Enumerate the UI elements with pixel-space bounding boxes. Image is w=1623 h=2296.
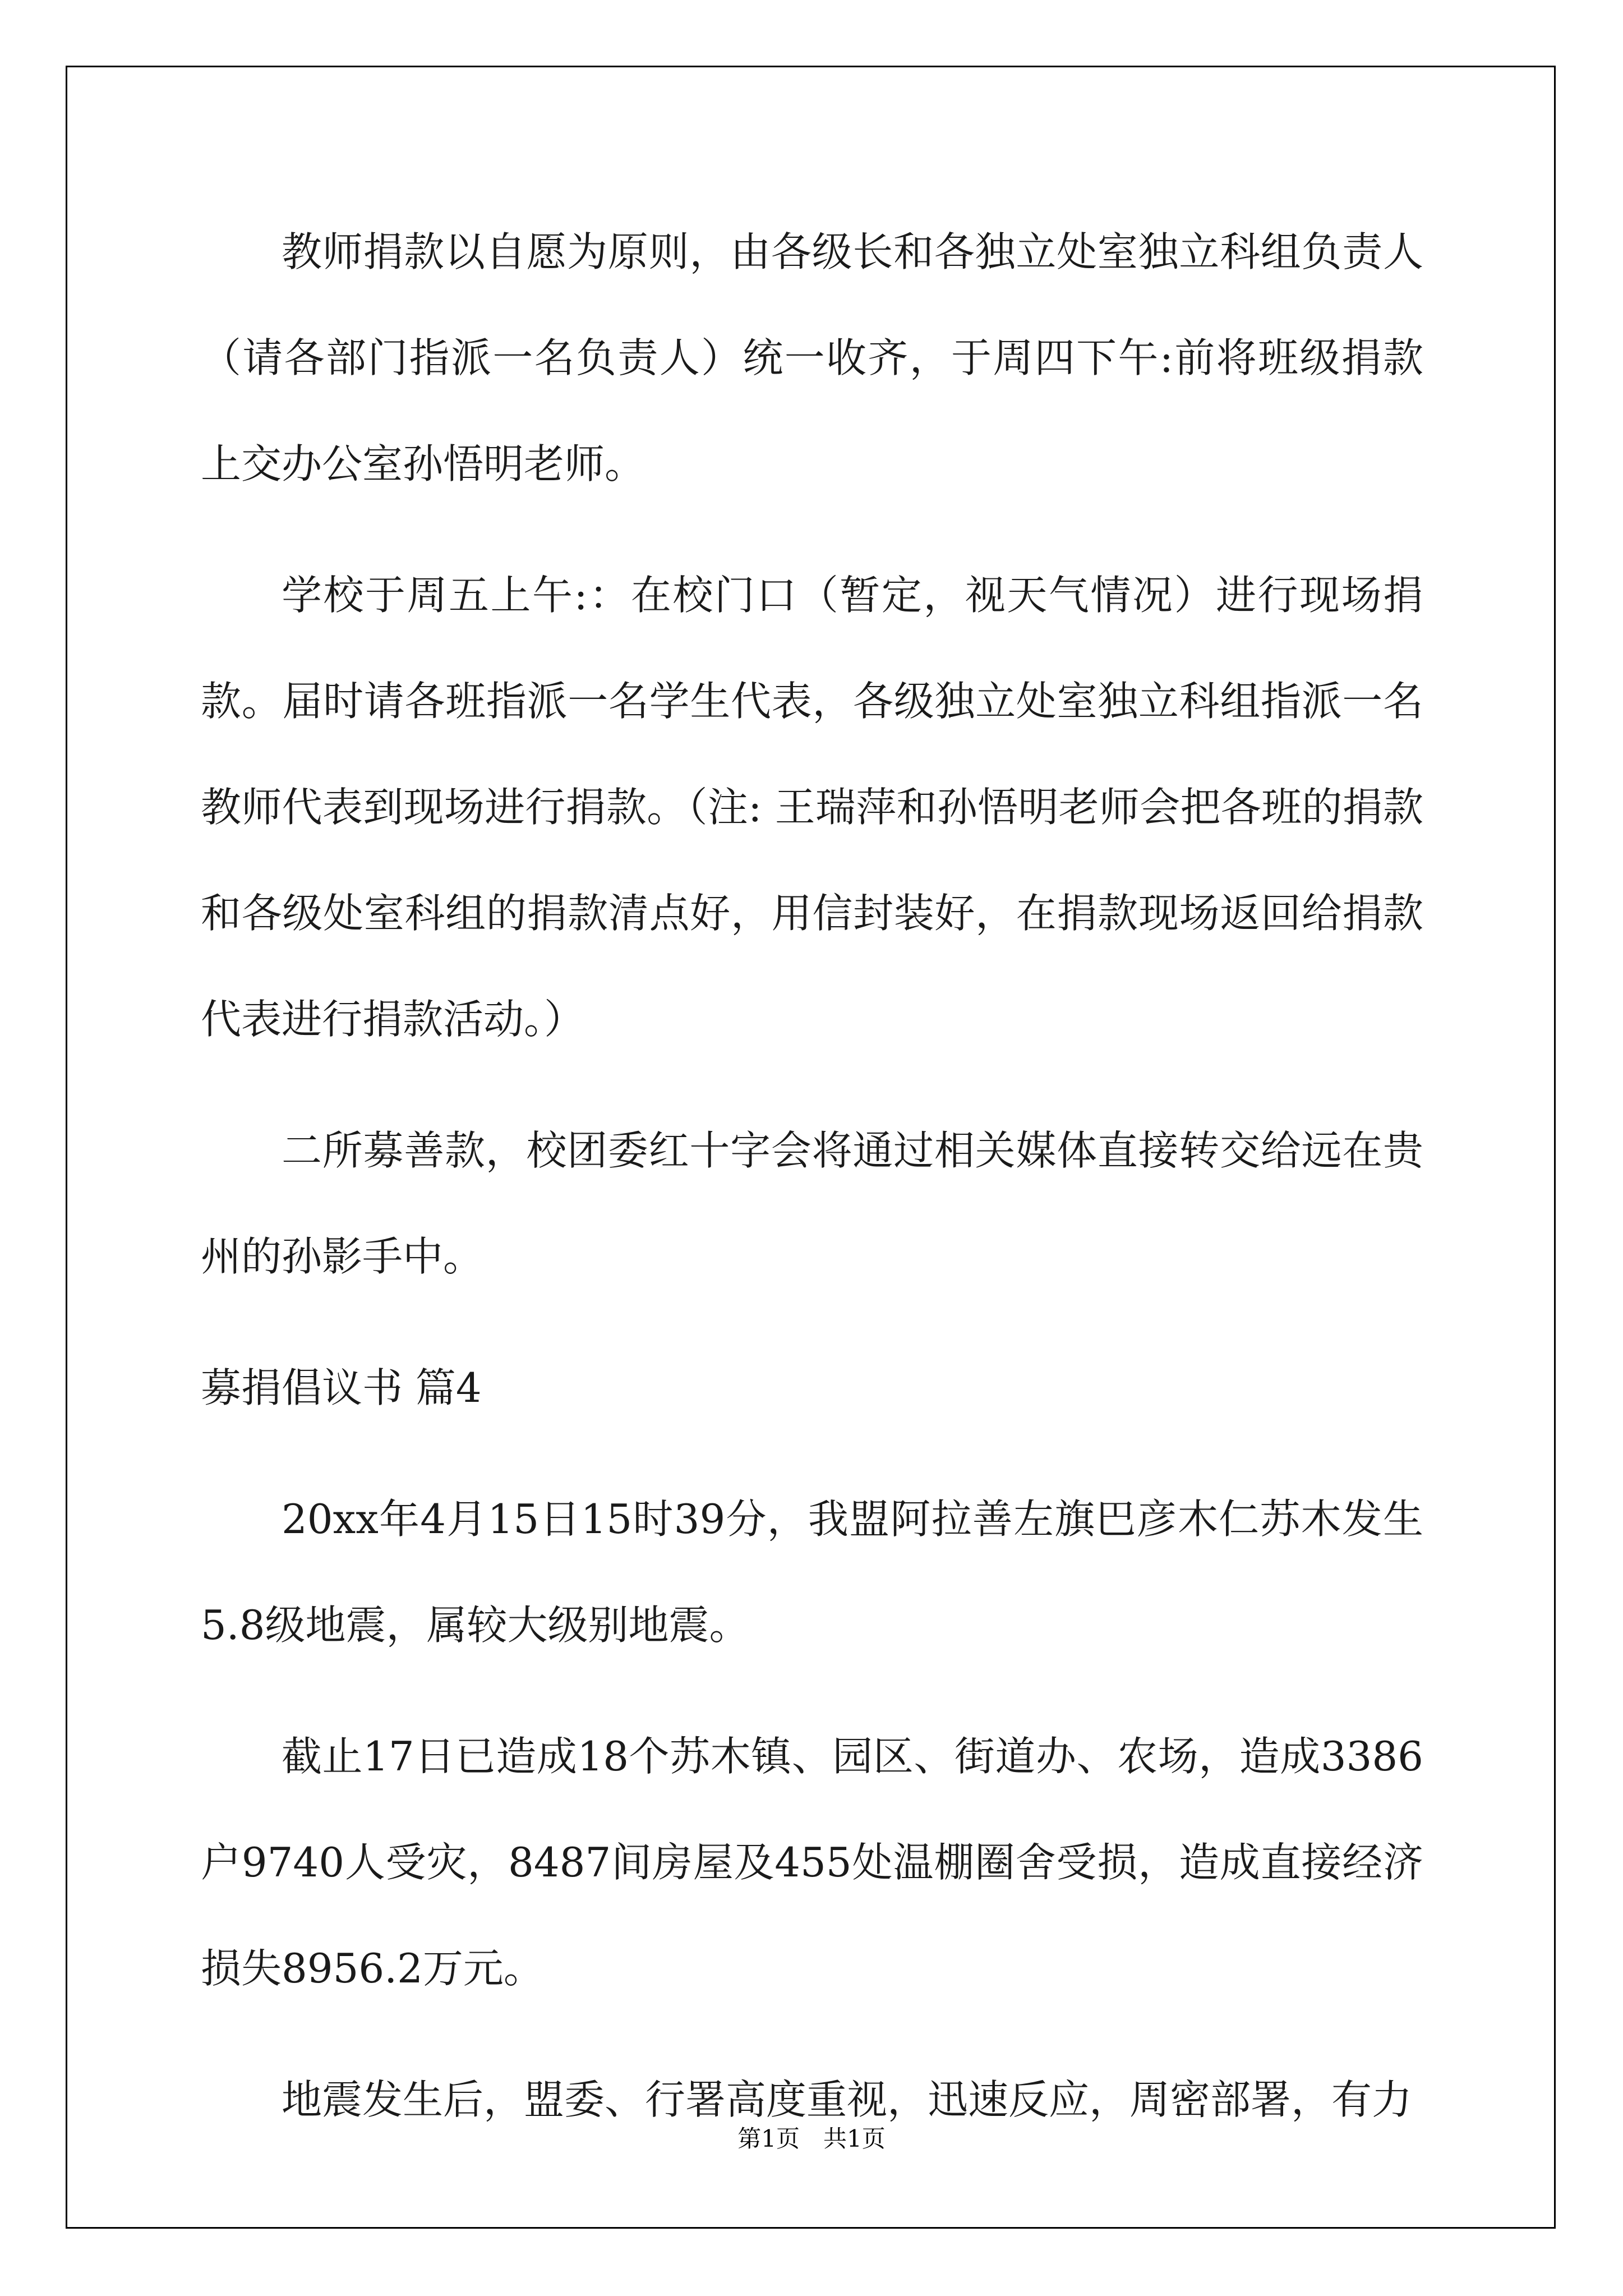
paragraph-teacher-donation: 教师捐款以自愿为原则，由各级长和各独立处室独立科组负责人（请各部门指派一名负责人）统一收齐，于周四下午:前将班级捐款上交办公室孙悟明老师。 [201, 228, 1423, 487]
paragraph-earthquake: 20xx年4月15日15时39分，我盟阿拉善左旗巴彦木仁苏木发生5.8级地震，属较大级别地震。 [201, 1496, 1423, 1649]
document-body [201, 199, 1423, 2178]
paragraph-onsite-donation: 学校于周五上午:：在校门口（暂定，视天气情况）进行现场捐款。届时请各班指派一名学生代表，各级独立处室独立科组指派一名教师代表到现场进行捐款。（注: 王瑞萍和孙悟明老师会把各班的捐款和各级处室科组的捐款清点好，用信封装好，在捐款现场返回给捐款代表进行捐款活动。） [201, 572, 1423, 1043]
page-footer: 第1页 共1页 [737, 2125, 886, 2152]
paragraph-damage: 截止17日已造成18个苏木镇、园区、街道办、农场，造成3386户9740人受灾，8487间房屋及455处温棚圈舍受损，造成直接经济损失8956.2万元。 [201, 1733, 1423, 1992]
paragraph-response: 地震发生后，盟委、行署高度重视，迅速反应，周密部署，有力 [282, 2076, 1413, 2123]
paragraph-funds-transfer: 二所募善款，校团委红十字会将通过相关媒体直接转交给远在贵州的孙影手中。 [201, 1127, 1423, 1280]
section-heading: 募捐倡议书 篇4 [201, 1364, 482, 1411]
